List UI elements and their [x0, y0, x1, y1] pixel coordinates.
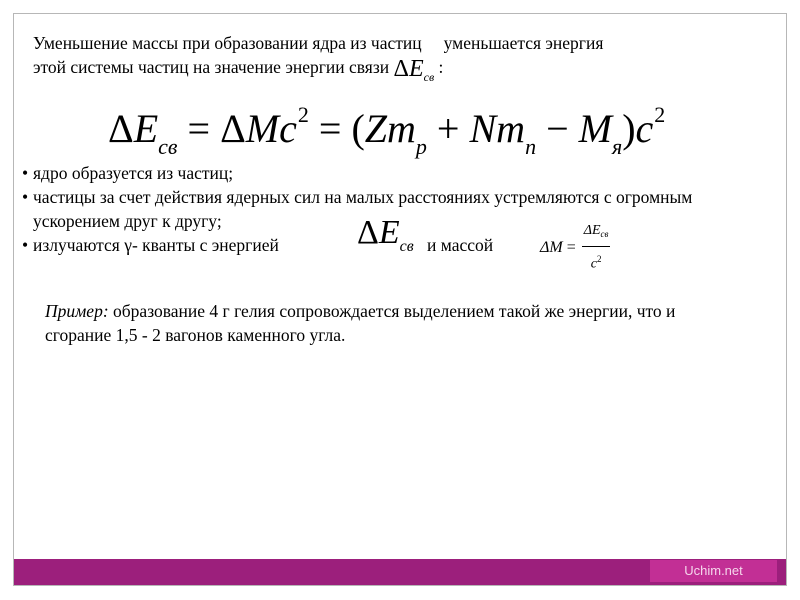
- fraction-den-exp: 2: [596, 254, 602, 264]
- formula-c-2-exp: 2: [654, 102, 666, 127]
- watermark-logo: Uchim.net: [650, 560, 777, 582]
- example-label: Пример:: [45, 301, 109, 321]
- intro-line-2-text: этой системы частиц на значение энергии связи: [33, 57, 390, 77]
- fraction-num-E: ΔE: [583, 223, 601, 238]
- fraction: [582, 219, 611, 277]
- bullet-item: • ядро образуется из частиц;: [22, 161, 782, 185]
- formula-m-p: m: [387, 106, 416, 151]
- formula-N: N: [469, 106, 497, 151]
- intro-line-2: [33, 55, 763, 89]
- bullet-item: • частицы за счет действия ядерных сил на малых расстояниях устремляются с огромным ускорением друг к другу;: [22, 185, 782, 233]
- fraction-den-c: c: [590, 256, 597, 272]
- formula-m-n-sub: n: [525, 134, 537, 159]
- fraction-num-sub: св: [600, 229, 609, 239]
- gamma-delta: Δ: [357, 214, 379, 251]
- fraction-numerator: [582, 219, 611, 247]
- formula-delta: Δ: [108, 106, 134, 151]
- bullet-gamma-text: излучаются γ- кванты с энергией: [33, 235, 279, 255]
- intro-text: [33, 31, 763, 89]
- formula-m-p-sub: p: [415, 134, 427, 159]
- fraction-denominator: [591, 247, 602, 277]
- formula-close-paren: ): [622, 106, 636, 151]
- example-paragraph: [45, 299, 735, 347]
- energy-subscript: св: [423, 70, 435, 84]
- formula-open-paren: (: [351, 106, 365, 151]
- mass-label: и массой: [427, 235, 494, 255]
- formula-c-exp: 2: [297, 102, 309, 127]
- fraction-lhs: [540, 236, 576, 260]
- intro-colon: :: [438, 57, 444, 77]
- gamma-E: E: [378, 214, 400, 251]
- intro-line-1-part-2: уменьшается энергия: [443, 33, 604, 53]
- formula-plus: +: [426, 106, 470, 151]
- formula-E-sub: св: [158, 134, 178, 159]
- gamma-energy-symbol: [357, 214, 414, 259]
- formula-M-nucleus: M: [578, 106, 612, 151]
- mass-defect-fraction: [540, 219, 610, 277]
- energy-symbol: E: [408, 56, 424, 82]
- formula-c-2: c: [635, 106, 654, 151]
- gamma-E-sub: св: [399, 238, 414, 255]
- intro-line-1: [33, 31, 763, 55]
- intro-line-1-part-1: Уменьшение массы при образовании ядра из частиц: [33, 33, 422, 53]
- formula-M: M: [245, 106, 280, 151]
- formula-Z: Z: [364, 106, 388, 151]
- binding-energy-symbol: [394, 56, 435, 82]
- formula-m-n: m: [496, 106, 526, 151]
- formula-E: E: [133, 106, 159, 151]
- formula-c: c: [279, 106, 297, 151]
- formula-delta-2: Δ: [220, 106, 246, 151]
- bullet-list: [22, 161, 782, 272]
- formula-M-nucleus-sub: я: [611, 134, 623, 159]
- formula-minus: −: [536, 106, 579, 151]
- fraction-dM: ΔM: [540, 238, 563, 256]
- delta-symbol: Δ: [393, 56, 409, 82]
- formula-equals-1: =: [177, 106, 221, 151]
- binding-energy-formula: [108, 90, 665, 172]
- fraction-equals: =: [566, 238, 576, 256]
- example-text: образование 4 г гелия сопровождается выделением такой же энергии, что и сгорание 1,5 - 2 вагонов каменного угла.: [45, 301, 676, 345]
- formula-equals-2: =: [308, 106, 352, 151]
